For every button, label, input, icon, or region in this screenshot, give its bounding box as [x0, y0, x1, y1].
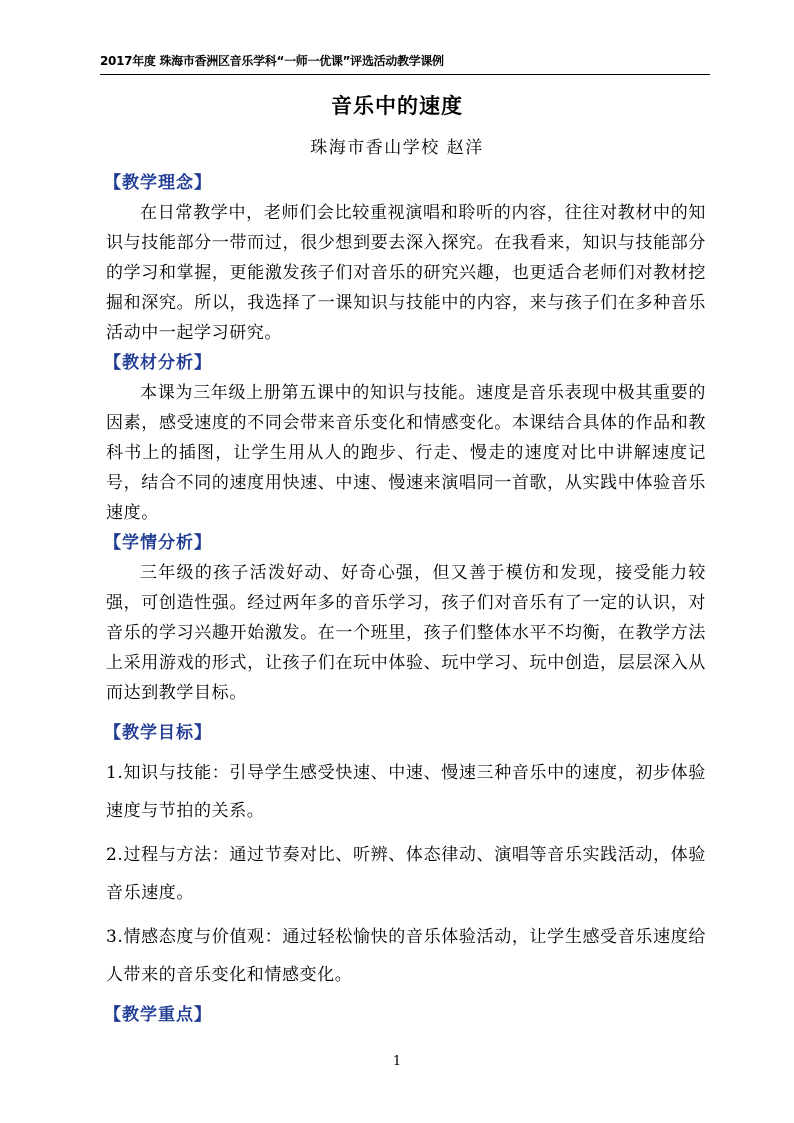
running-header: 2017年度 珠海市香洲区音乐学科“一师一优课”评选活动教学课例 [100, 54, 444, 68]
document-author: 珠海市香山学校 赵洋 [310, 138, 484, 158]
header-rule [100, 74, 710, 75]
section-heading-goals: 【教学目标】 [104, 723, 212, 743]
section-heading-students: 【学情分析】 [104, 533, 212, 553]
section-heading-key-points: 【教学重点】 [104, 1005, 212, 1025]
goal-item-process: 2.过程与方法：通过节奏对比、听辨、体态律动、演唱等音乐实践活动，体验音乐速度。 [106, 845, 706, 903]
goal-item-attitude: 3.情感态度与价值观：通过轻松愉快的音乐体验活动，让学生感受音乐速度给人带来的音乐变化和情感变化。 [106, 927, 706, 985]
document-body [106, 168, 706, 1030]
section-text-material: 本课为三年级上册第五课中的知识与技能。速度是音乐表现中极其重要的因素，感受速度的不同会带来音乐变化和情感变化。本课结合具体的作品和教科书上的插图，让学生用从人的跑步、行走、慢走的速度对比中讲解速度记号，结合不同的速度用快速、中速、慢速来演唱同一首歌，从实践中体验音乐速度。 [106, 383, 706, 523]
section-heading-philosophy: 【教学理念】 [104, 173, 212, 193]
section-text-philosophy: 在日常教学中，老师们会比较重视演唱和聆听的内容，往往对教材中的知识与技能部分一带而过，很少想到要去深入探究。在我看来，知识与技能部分的学习和掌握，更能激发孩子们对音乐的研究兴趣，也更适合老师们对教材挖掘和深究。所以，我选择了一课知识与技能中的内容，来与孩子们在多种音乐活动中一起学习研究。 [106, 203, 706, 343]
section-heading-material: 【教材分析】 [104, 353, 212, 373]
section-text-students: 三年级的孩子活泼好动、好奇心强，但又善于模仿和发现，接受能力较强，可创造性强。经过两年多的音乐学习，孩子们对音乐有了一定的认识，对音乐的学习兴趣开始激发。在一个班里，孩子们整体水平不均衡，在教学方法上采用游戏的形式，让孩子们在玩中体验、玩中学习、玩中创造，层层深入从而达到教学目标。 [106, 563, 706, 703]
page-number: 1 [392, 1054, 402, 1069]
document-title: 音乐中的速度 [331, 94, 463, 118]
goal-item-knowledge: 1.知识与技能：引导学生感受快速、中速、慢速三种音乐中的速度，初步体验速度与节拍的关系。 [106, 763, 706, 821]
